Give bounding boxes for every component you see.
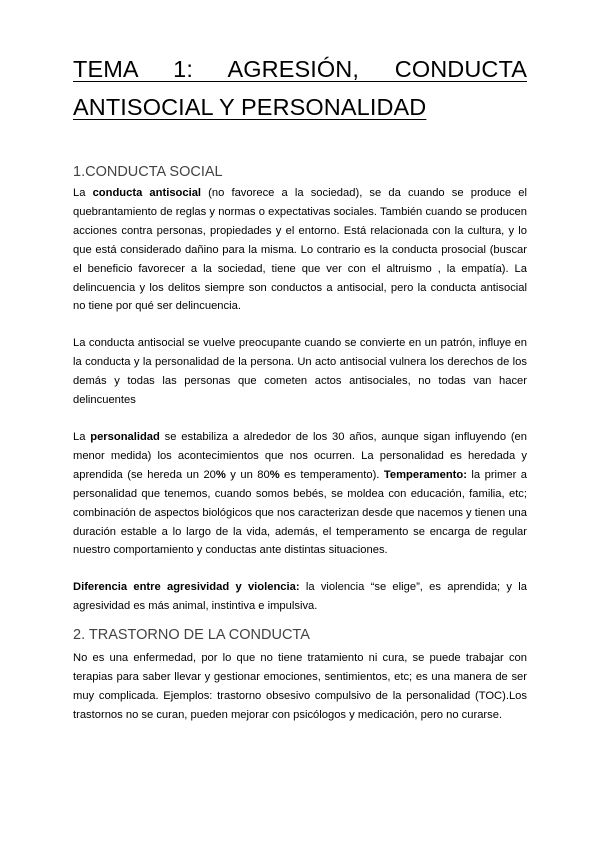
bold-term: conducta antisocial bbox=[92, 187, 202, 199]
document-title bbox=[73, 50, 527, 126]
paragraph-conducta-antisocial bbox=[73, 184, 527, 316]
text-run: es temperamento). bbox=[279, 468, 384, 481]
section-heading-trastorno-conducta: 2. TRASTORNO DE LA CONDUCTA bbox=[73, 627, 310, 644]
paragraph-trastorno: No es una enfermedad, por lo que no tiene tratamiento ni cura, se puede trabajar con terapias para saber llevar y gestionar emociones, sentimientos, etc; es una manera de ser muy complicada. Ejemplos: trastorno obsesivo compulsivo de la personalidad (TOC).Los trastornos no se curan, pueden mejorar con psicólogos y medicación, pero no curarse. bbox=[73, 652, 527, 721]
bold-term: Temperamento: bbox=[383, 468, 467, 481]
paragraph-patron-antisocial: La conducta antisocial se vuelve preocupante cuando se convierte en un patrón, influye en la conducta y la personalidad de la persona. Un acto antisocial vulnera los derechos de los demás y todas las personas que cometen actos antisociales, no todas van hacer delincuentes bbox=[73, 337, 527, 407]
title-line-2: ANTISOCIAL Y PERSONALIDAD bbox=[73, 94, 427, 120]
title-line-1: TEMA 1: AGRESIÓN, CONDUCTA bbox=[73, 56, 527, 82]
document-page bbox=[73, 50, 527, 725]
text-run: la violencia “se elige”, es aprendida; y la agresividad es más animal, instintiva e impulsiva. bbox=[73, 581, 527, 613]
text-run: La bbox=[73, 430, 91, 443]
text-run: se estabiliza a alrededor de los 30 años, aunque sigan influyendo (en menor medida) los acontecimientos que nos ocurren. La personalidad es heredada y aprendida (se hereda un 20 bbox=[73, 430, 527, 481]
text-run: (no favorece a la sociedad), se da cuando se produce el quebrantamiento de reglas y normas o expectativas sociales. También cuando se producen acciones contra personas, propiedades y el entorno. Está relacionada con la cultura, y lo que está considerado dañino para la misma. Lo contrario es la conducta prosocial (buscar el beneficio favorecer a la sociedad, tiene que ver con el altruismo , la empatía). La delincuencia y los delitos siempre son conductos a antisocial, pero la conducta antisocial no tiene por qué ser delincuencia. bbox=[73, 187, 527, 313]
bold-term: % bbox=[269, 468, 280, 481]
bold-term: % bbox=[215, 468, 226, 481]
bold-term: personalidad bbox=[90, 430, 160, 443]
text-run: la primer a personalidad que tenemos, cuando somos bebés, se moldea con educación, familia, etc; combinación de aspectos biológicos que nos caracterizan desde que nacemos y tienen una duración estable a lo largo de la vida, además, el temperamento se encarga de regular nuestro comportamiento y conductas ante distintas situaciones. bbox=[73, 468, 528, 557]
bold-term: Diferencia entre agresividad y violencia: bbox=[73, 581, 300, 594]
text-run: y un 80 bbox=[225, 468, 270, 481]
text-run: La bbox=[73, 187, 93, 199]
section-heading-conducta-social: 1.CONDUCTA SOCIAL bbox=[73, 164, 223, 180]
paragraph-personalidad bbox=[73, 428, 527, 560]
paragraph-agresividad-violencia bbox=[73, 578, 527, 616]
